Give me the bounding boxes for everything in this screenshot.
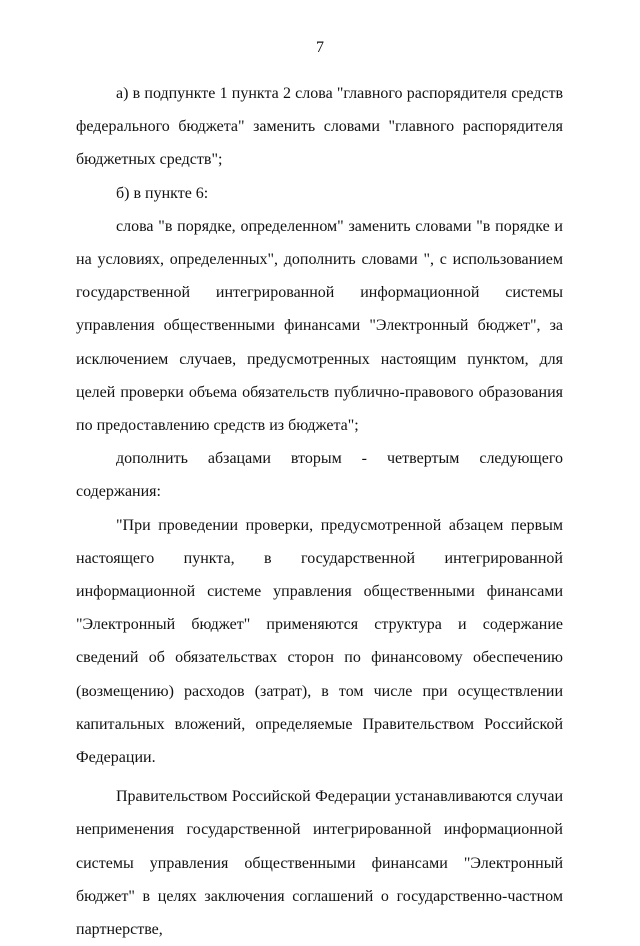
paragraph-words-replacement: слова "в порядке, определенном" заменить словами "в порядке и на условиях, определенных", дополнить словами ", с использованием государственной интегрированной информационной системы управления общественными финансами "Электронный бюджет", за исключением случаев, предусмотренных настоящим пунктом, для целей проверки объема обязательств публично-правового образования по предоставлению средств из бюджета"; [76,217,563,435]
document-body [76,77,563,946]
paragraph-subpoint-b: б) в пункте 6: [116,184,209,202]
paragraph-subpoint-a: а) в подпункте 1 пункта 2 слова "главного распорядителя средств федерального бюджета" заменить словами "главного распорядителя бюджетных средств"; [76,85,563,169]
paragraph-quoted-verification: "При проведении проверки, предусмотренной абзацем первым настоящего пункта, в государственной интегрированной информационной системе управления общественными финансами "Электронный бюджет" применяются структура и содержание сведений об обязательствах сторон по финансовому обеспечению (возмещению) расходов (затрат), в том числе при осуществлении капитальных вложений, определяемые Правительством Российской Федерации. [76,516,563,767]
page-number: 7 [316,39,324,56]
paragraph-government-cases: Правительством Российской Федерации устанавливаются случаи неприменения государственной интегрированной информационной системы управления общественными финансами "Электронный бюджет" в целях заключения соглашений о государственно-частном партнерстве, [76,788,563,939]
paragraph-add-abzats: дополнить абзацами вторым - четвертым следующего содержания: [76,450,563,501]
